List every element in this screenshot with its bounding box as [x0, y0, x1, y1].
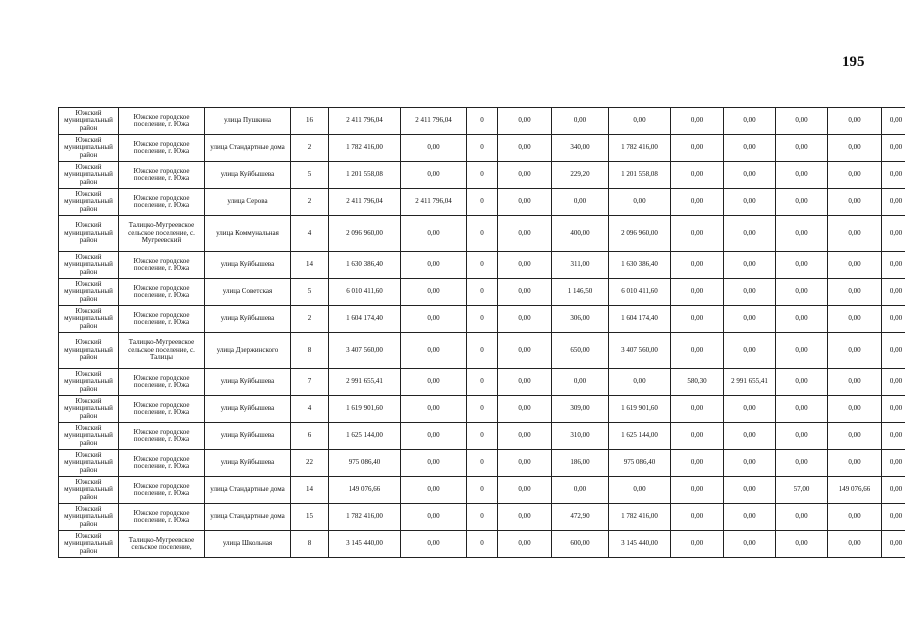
cost-col-6-cell: 1 630 386,40 [609, 252, 671, 279]
cost-col-10-cell: 0,00 [828, 333, 882, 369]
value-col-4-cell: 0,00 [498, 135, 552, 162]
table-row [59, 135, 905, 162]
total-cost-cell: 3 145 440,00 [329, 531, 401, 558]
value-col-4-cell: 0,00 [498, 450, 552, 477]
cost-col-6-cell: 0,00 [609, 189, 671, 216]
area-col-9-cell: 0,00 [776, 189, 828, 216]
area-col-5-cell: 600,00 [552, 531, 609, 558]
value-col-4-cell: 0,00 [498, 252, 552, 279]
count-col-3-cell: 0 [467, 369, 498, 396]
area-col-5-cell: 309,00 [552, 396, 609, 423]
area-col-9-cell: 0,00 [776, 333, 828, 369]
cost-col-8-cell: 0,00 [724, 108, 776, 135]
house-number-cell: 5 [291, 279, 329, 306]
area-col-7-cell: 580,30 [671, 369, 724, 396]
house-number-cell: 14 [291, 252, 329, 279]
area-col-9-cell: 0,00 [776, 396, 828, 423]
cost-col-8-cell: 0,00 [724, 279, 776, 306]
house-number-cell: 6 [291, 423, 329, 450]
cost-col-6-cell: 0,00 [609, 477, 671, 504]
count-col-3-cell: 0 [467, 108, 498, 135]
total-cost-cell: 1 619 901,60 [329, 396, 401, 423]
cost-col-8-cell: 0,00 [724, 216, 776, 252]
district-cell: Южский муниципальный район [59, 333, 119, 369]
count-col-3-cell: 0 [467, 396, 498, 423]
value-col-4-cell: 0,00 [498, 396, 552, 423]
cost-col-6-cell: 3 407 560,00 [609, 333, 671, 369]
cost-col-10-cell: 0,00 [828, 450, 882, 477]
value-col-11-cell: 0,00 [882, 135, 905, 162]
cost-col-8-cell: 0,00 [724, 504, 776, 531]
value-col-11-cell: 0,00 [882, 333, 905, 369]
cost-col-2-cell: 0,00 [401, 279, 467, 306]
district-cell: Южский муниципальный район [59, 531, 119, 558]
house-number-cell: 15 [291, 504, 329, 531]
value-col-11-cell: 0,00 [882, 423, 905, 450]
table-row [59, 162, 905, 189]
total-cost-cell: 2 411 796,04 [329, 108, 401, 135]
value-col-4-cell: 0,00 [498, 531, 552, 558]
total-cost-cell: 1 782 416,00 [329, 504, 401, 531]
district-cell: Южский муниципальный район [59, 306, 119, 333]
area-col-7-cell: 0,00 [671, 216, 724, 252]
area-col-9-cell: 0,00 [776, 252, 828, 279]
cost-col-2-cell: 0,00 [401, 531, 467, 558]
district-cell: Южский муниципальный район [59, 162, 119, 189]
district-cell: Южский муниципальный район [59, 279, 119, 306]
street-cell: улица Стандартные дома [205, 504, 291, 531]
cost-col-2-cell: 0,00 [401, 369, 467, 396]
street-cell: улица Коммунальная [205, 216, 291, 252]
settlement-cell: Южское городское поселение, г. Южа [119, 504, 205, 531]
area-col-9-cell: 0,00 [776, 369, 828, 396]
cost-col-10-cell: 0,00 [828, 135, 882, 162]
street-cell: улица Стандартные дома [205, 135, 291, 162]
housing-program-table [58, 107, 905, 558]
house-number-cell: 16 [291, 108, 329, 135]
area-col-5-cell: 1 146,50 [552, 279, 609, 306]
table-row [59, 216, 905, 252]
cost-col-10-cell: 0,00 [828, 531, 882, 558]
value-col-11-cell: 0,00 [882, 531, 905, 558]
settlement-cell: Южское городское поселение, г. Южа [119, 252, 205, 279]
street-cell: улица Куйбышева [205, 306, 291, 333]
area-col-7-cell: 0,00 [671, 450, 724, 477]
cost-col-2-cell: 0,00 [401, 450, 467, 477]
house-number-cell: 2 [291, 306, 329, 333]
street-cell: улица Куйбышева [205, 369, 291, 396]
district-cell: Южский муниципальный район [59, 450, 119, 477]
count-col-3-cell: 0 [467, 279, 498, 306]
table-row [59, 252, 905, 279]
cost-col-2-cell: 2 411 796,04 [401, 189, 467, 216]
area-col-9-cell: 0,00 [776, 135, 828, 162]
settlement-cell: Южское городское поселение, г. Южа [119, 162, 205, 189]
value-col-11-cell: 0,00 [882, 450, 905, 477]
total-cost-cell: 1 782 416,00 [329, 135, 401, 162]
area-col-7-cell: 0,00 [671, 396, 724, 423]
cost-col-10-cell: 0,00 [828, 279, 882, 306]
house-number-cell: 8 [291, 333, 329, 369]
area-col-7-cell: 0,00 [671, 135, 724, 162]
value-col-4-cell: 0,00 [498, 216, 552, 252]
table-row [59, 504, 905, 531]
cost-col-10-cell: 0,00 [828, 369, 882, 396]
total-cost-cell: 2 991 655,41 [329, 369, 401, 396]
table-row [59, 279, 905, 306]
total-cost-cell: 975 086,40 [329, 450, 401, 477]
district-cell: Южский муниципальный район [59, 396, 119, 423]
table-row [59, 423, 905, 450]
settlement-cell: Талицко-Мугреевское сельское поселение, с. Талицы [119, 333, 205, 369]
settlement-cell: Талицко-Мугреевское сельское поселение, с. Мугреевский [119, 216, 205, 252]
cost-col-2-cell: 2 411 796,04 [401, 108, 467, 135]
cost-col-6-cell: 6 010 411,60 [609, 279, 671, 306]
area-col-7-cell: 0,00 [671, 108, 724, 135]
area-col-9-cell: 0,00 [776, 162, 828, 189]
value-col-11-cell: 0,00 [882, 396, 905, 423]
street-cell: улица Куйбышева [205, 450, 291, 477]
count-col-3-cell: 0 [467, 333, 498, 369]
value-col-11-cell: 0,00 [882, 108, 905, 135]
total-cost-cell: 149 076,66 [329, 477, 401, 504]
area-col-7-cell: 0,00 [671, 531, 724, 558]
table-row [59, 306, 905, 333]
table-row [59, 333, 905, 369]
total-cost-cell: 1 201 558,08 [329, 162, 401, 189]
count-col-3-cell: 0 [467, 531, 498, 558]
district-cell: Южский муниципальный район [59, 477, 119, 504]
total-cost-cell: 1 604 174,40 [329, 306, 401, 333]
cost-col-10-cell: 0,00 [828, 252, 882, 279]
count-col-3-cell: 0 [467, 216, 498, 252]
settlement-cell: Южское городское поселение, г. Южа [119, 477, 205, 504]
area-col-5-cell: 229,20 [552, 162, 609, 189]
settlement-cell: Южское городское поселение, г. Южа [119, 450, 205, 477]
district-cell: Южский муниципальный район [59, 135, 119, 162]
area-col-5-cell: 0,00 [552, 369, 609, 396]
value-col-4-cell: 0,00 [498, 162, 552, 189]
area-col-9-cell: 0,00 [776, 279, 828, 306]
cost-col-6-cell: 1 604 174,40 [609, 306, 671, 333]
value-col-4-cell: 0,00 [498, 504, 552, 531]
area-col-9-cell: 0,00 [776, 423, 828, 450]
value-col-4-cell: 0,00 [498, 477, 552, 504]
area-col-7-cell: 0,00 [671, 189, 724, 216]
cost-col-6-cell: 3 145 440,00 [609, 531, 671, 558]
area-col-7-cell: 0,00 [671, 504, 724, 531]
count-col-3-cell: 0 [467, 189, 498, 216]
area-col-7-cell: 0,00 [671, 306, 724, 333]
cost-col-8-cell: 0,00 [724, 333, 776, 369]
area-col-9-cell: 0,00 [776, 108, 828, 135]
table-wrapper [58, 107, 905, 558]
cost-col-6-cell: 2 096 960,00 [609, 216, 671, 252]
value-col-11-cell: 0,00 [882, 189, 905, 216]
area-col-5-cell: 310,00 [552, 423, 609, 450]
area-col-7-cell: 0,00 [671, 423, 724, 450]
house-number-cell: 22 [291, 450, 329, 477]
street-cell: улица Серова [205, 189, 291, 216]
count-col-3-cell: 0 [467, 162, 498, 189]
cost-col-6-cell: 1 625 144,00 [609, 423, 671, 450]
cost-col-8-cell: 2 991 655,41 [724, 369, 776, 396]
value-col-4-cell: 0,00 [498, 279, 552, 306]
table-row [59, 477, 905, 504]
settlement-cell: Южское городское поселение, г. Южа [119, 108, 205, 135]
total-cost-cell: 1 630 386,40 [329, 252, 401, 279]
street-cell: улица Куйбышева [205, 252, 291, 279]
street-cell: улица Куйбышева [205, 423, 291, 450]
cost-col-8-cell: 0,00 [724, 396, 776, 423]
house-number-cell: 4 [291, 216, 329, 252]
settlement-cell: Южское городское поселение, г. Южа [119, 279, 205, 306]
settlement-cell: Талицко-Мугреевское сельское поселение, [119, 531, 205, 558]
district-cell: Южский муниципальный район [59, 216, 119, 252]
area-col-5-cell: 306,00 [552, 306, 609, 333]
value-col-11-cell: 0,00 [882, 162, 905, 189]
count-col-3-cell: 0 [467, 477, 498, 504]
cost-col-6-cell: 1 782 416,00 [609, 135, 671, 162]
cost-col-2-cell: 0,00 [401, 252, 467, 279]
cost-col-8-cell: 0,00 [724, 306, 776, 333]
table-body [59, 108, 905, 558]
cost-col-10-cell: 0,00 [828, 162, 882, 189]
cost-col-8-cell: 0,00 [724, 531, 776, 558]
cost-col-6-cell: 1 619 901,60 [609, 396, 671, 423]
cost-col-10-cell: 0,00 [828, 216, 882, 252]
count-col-3-cell: 0 [467, 252, 498, 279]
area-col-5-cell: 0,00 [552, 189, 609, 216]
house-number-cell: 4 [291, 396, 329, 423]
cost-col-2-cell: 0,00 [401, 423, 467, 450]
street-cell: улица Дзержинского [205, 333, 291, 369]
cost-col-2-cell: 0,00 [401, 504, 467, 531]
area-col-7-cell: 0,00 [671, 477, 724, 504]
area-col-9-cell: 0,00 [776, 306, 828, 333]
table-row [59, 189, 905, 216]
area-col-7-cell: 0,00 [671, 333, 724, 369]
cost-col-6-cell: 1 201 558,08 [609, 162, 671, 189]
house-number-cell: 2 [291, 189, 329, 216]
count-col-3-cell: 0 [467, 423, 498, 450]
district-cell: Южский муниципальный район [59, 189, 119, 216]
cost-col-8-cell: 0,00 [724, 189, 776, 216]
count-col-3-cell: 0 [467, 135, 498, 162]
count-col-3-cell: 0 [467, 306, 498, 333]
cost-col-6-cell: 0,00 [609, 108, 671, 135]
table-row [59, 108, 905, 135]
cost-col-8-cell: 0,00 [724, 423, 776, 450]
total-cost-cell: 3 407 560,00 [329, 333, 401, 369]
value-col-11-cell: 0,00 [882, 369, 905, 396]
street-cell: улица Школьная [205, 531, 291, 558]
value-col-11-cell: 0,00 [882, 216, 905, 252]
settlement-cell: Южское городское поселение, г. Южа [119, 135, 205, 162]
area-col-5-cell: 0,00 [552, 108, 609, 135]
table-row [59, 396, 905, 423]
value-col-11-cell: 0,00 [882, 252, 905, 279]
house-number-cell: 5 [291, 162, 329, 189]
settlement-cell: Южское городское поселение, г. Южа [119, 423, 205, 450]
district-cell: Южский муниципальный район [59, 423, 119, 450]
page-number: 195 [842, 54, 865, 70]
cost-col-2-cell: 0,00 [401, 477, 467, 504]
area-col-7-cell: 0,00 [671, 279, 724, 306]
count-col-3-cell: 0 [467, 450, 498, 477]
cost-col-2-cell: 0,00 [401, 306, 467, 333]
total-cost-cell: 6 010 411,60 [329, 279, 401, 306]
street-cell: улица Куйбышева [205, 162, 291, 189]
cost-col-10-cell: 0,00 [828, 306, 882, 333]
value-col-4-cell: 0,00 [498, 189, 552, 216]
total-cost-cell: 2 411 796,04 [329, 189, 401, 216]
area-col-5-cell: 340,00 [552, 135, 609, 162]
area-col-5-cell: 472,90 [552, 504, 609, 531]
area-col-7-cell: 0,00 [671, 252, 724, 279]
cost-col-10-cell: 0,00 [828, 396, 882, 423]
total-cost-cell: 1 625 144,00 [329, 423, 401, 450]
settlement-cell: Южское городское поселение, г. Южа [119, 306, 205, 333]
street-cell: улица Стандартные дома [205, 477, 291, 504]
cost-col-8-cell: 0,00 [724, 162, 776, 189]
table-row [59, 369, 905, 396]
cost-col-8-cell: 0,00 [724, 450, 776, 477]
cost-col-10-cell: 0,00 [828, 108, 882, 135]
settlement-cell: Южское городское поселение, г. Южа [119, 369, 205, 396]
street-cell: улица Пушкина [205, 108, 291, 135]
cost-col-2-cell: 0,00 [401, 216, 467, 252]
street-cell: улица Советская [205, 279, 291, 306]
cost-col-2-cell: 0,00 [401, 162, 467, 189]
cost-col-2-cell: 0,00 [401, 333, 467, 369]
value-col-4-cell: 0,00 [498, 306, 552, 333]
value-col-11-cell: 0,00 [882, 504, 905, 531]
cost-col-10-cell: 149 076,66 [828, 477, 882, 504]
area-col-5-cell: 400,00 [552, 216, 609, 252]
area-col-9-cell: 0,00 [776, 216, 828, 252]
cost-col-10-cell: 0,00 [828, 504, 882, 531]
value-col-11-cell: 0,00 [882, 306, 905, 333]
count-col-3-cell: 0 [467, 504, 498, 531]
house-number-cell: 7 [291, 369, 329, 396]
table-row [59, 531, 905, 558]
area-col-9-cell: 57,00 [776, 477, 828, 504]
cost-col-2-cell: 0,00 [401, 396, 467, 423]
district-cell: Южский муниципальный район [59, 369, 119, 396]
area-col-9-cell: 0,00 [776, 531, 828, 558]
value-col-4-cell: 0,00 [498, 108, 552, 135]
cost-col-8-cell: 0,00 [724, 135, 776, 162]
district-cell: Южский муниципальный район [59, 252, 119, 279]
district-cell: Южский муниципальный район [59, 108, 119, 135]
house-number-cell: 8 [291, 531, 329, 558]
area-col-9-cell: 0,00 [776, 450, 828, 477]
value-col-11-cell: 0,00 [882, 279, 905, 306]
cost-col-6-cell: 1 782 416,00 [609, 504, 671, 531]
settlement-cell: Южское городское поселение, г. Южа [119, 396, 205, 423]
value-col-11-cell: 0,00 [882, 477, 905, 504]
cost-col-6-cell: 975 086,40 [609, 450, 671, 477]
value-col-4-cell: 0,00 [498, 423, 552, 450]
value-col-4-cell: 0,00 [498, 369, 552, 396]
area-col-7-cell: 0,00 [671, 162, 724, 189]
total-cost-cell: 2 096 960,00 [329, 216, 401, 252]
cost-col-8-cell: 0,00 [724, 477, 776, 504]
cost-col-8-cell: 0,00 [724, 252, 776, 279]
table-row [59, 450, 905, 477]
cost-col-10-cell: 0,00 [828, 189, 882, 216]
area-col-9-cell: 0,00 [776, 504, 828, 531]
settlement-cell: Южское городское поселение, г. Южа [119, 189, 205, 216]
district-cell: Южский муниципальный район [59, 504, 119, 531]
cost-col-2-cell: 0,00 [401, 135, 467, 162]
area-col-5-cell: 650,00 [552, 333, 609, 369]
street-cell: улица Куйбышева [205, 396, 291, 423]
house-number-cell: 14 [291, 477, 329, 504]
cost-col-10-cell: 0,00 [828, 423, 882, 450]
area-col-5-cell: 0,00 [552, 477, 609, 504]
value-col-4-cell: 0,00 [498, 333, 552, 369]
cost-col-6-cell: 0,00 [609, 369, 671, 396]
area-col-5-cell: 311,00 [552, 252, 609, 279]
house-number-cell: 2 [291, 135, 329, 162]
area-col-5-cell: 186,00 [552, 450, 609, 477]
